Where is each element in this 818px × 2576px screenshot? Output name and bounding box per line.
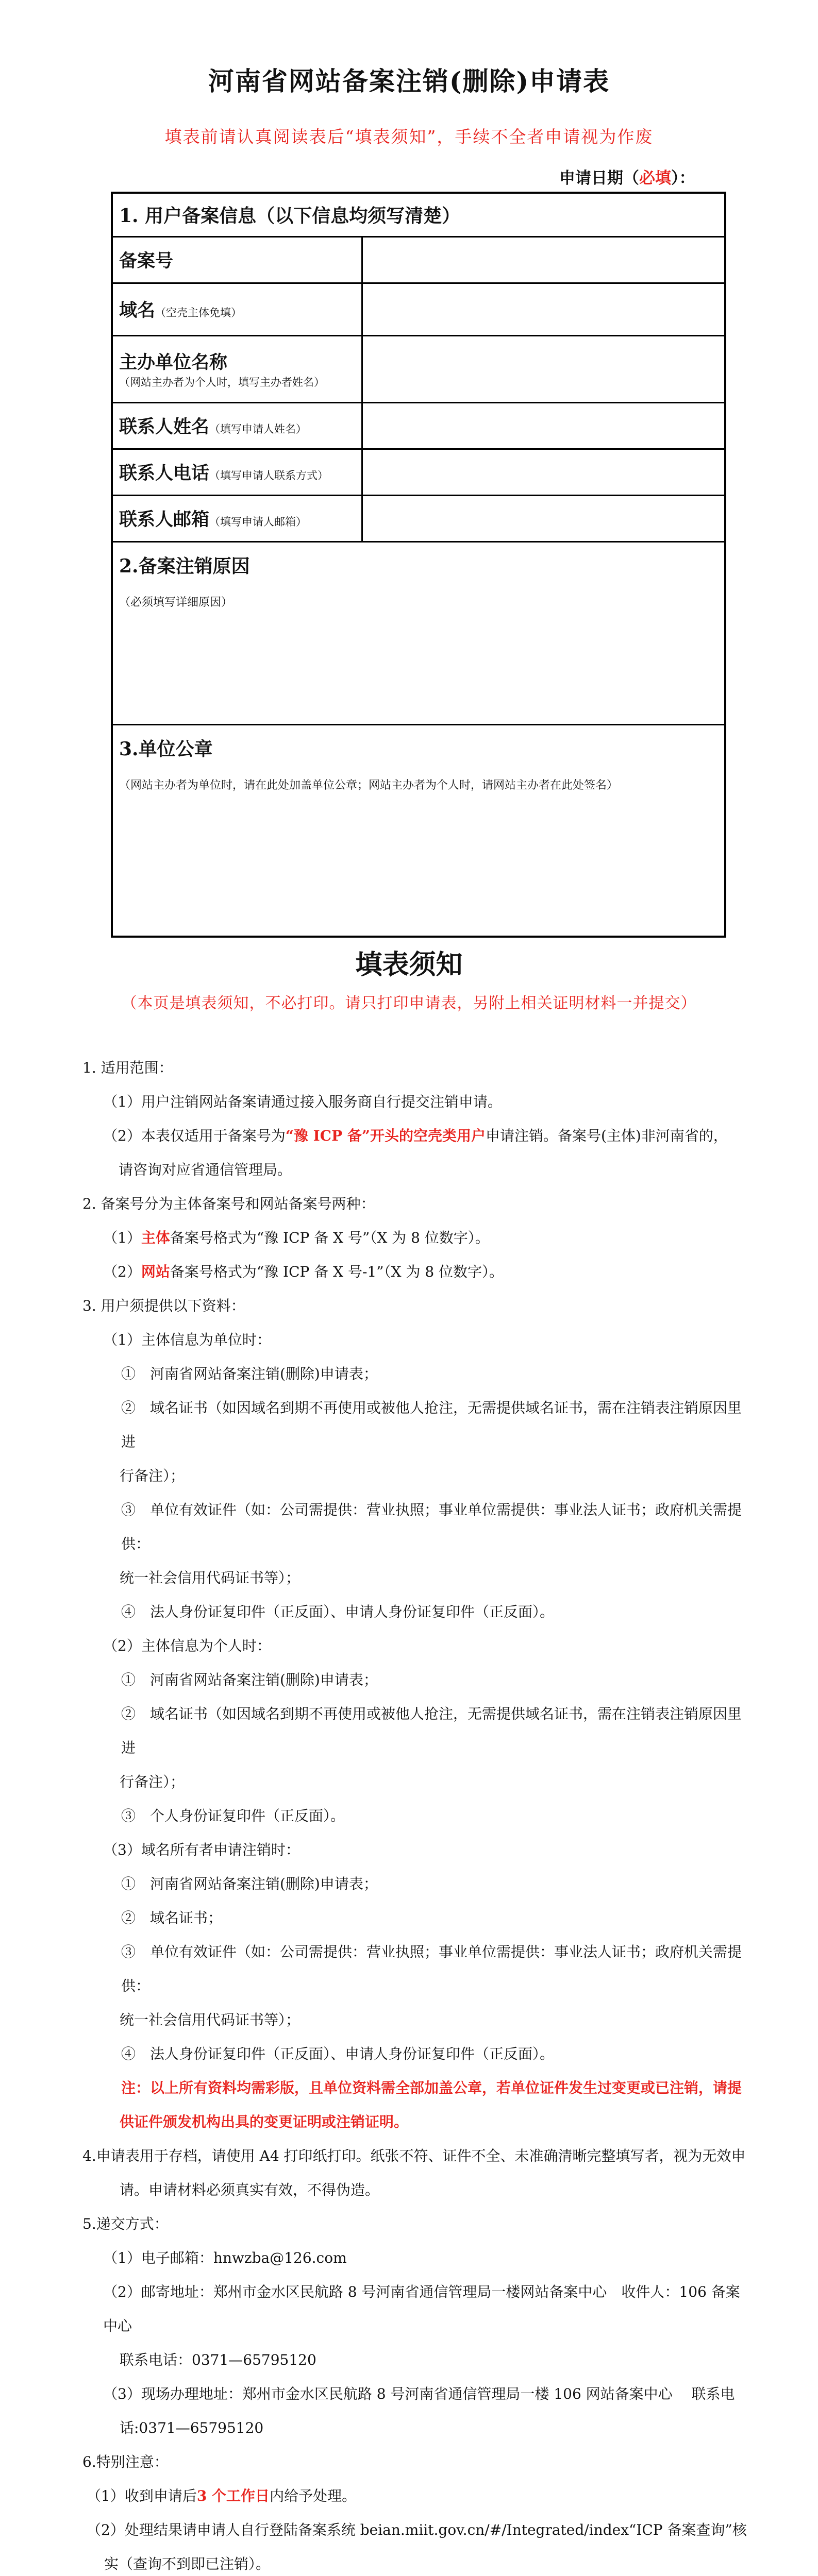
guide-subitem: ③ 个人身份证复印件（正反面）。: [121, 1807, 345, 1824]
contact-phone-input[interactable]: [362, 449, 725, 495]
guide-section-6: 6.特别注意：: [82, 2453, 169, 2470]
apply-date-label: [559, 165, 695, 188]
seal-hint: （网站主办者为单位时，请在此处加盖单位公章；网站主办者为个人时，请网站主办者在此处签名）: [119, 778, 619, 792]
guide-subtitle: （本页是填表须知，不必打印。请只打印申请表，另附上相关证明材料一并提交）: [121, 994, 697, 1012]
guide-item-cont: 话:0371—65795120: [120, 2419, 264, 2436]
highlight-text: 3 个工作日: [196, 2487, 270, 2504]
apply-date-prefix: 申请日期（: [559, 169, 639, 188]
contact-email-hint: （填写申请人邮箱）: [209, 516, 307, 528]
guide-item: （1）电子邮箱：hnwzba@126.com: [103, 2249, 347, 2266]
contact-name-label: 联系人姓名（填写申请人姓名）: [112, 402, 362, 449]
guide-section-4: 4.申请表用于存档，请使用 A4 打印纸打印。纸张不符、证件不全、未准确清晰完整填写者，视为无效申: [82, 2147, 746, 2164]
highlight-text: 主体: [141, 1229, 170, 1246]
guide-item-cont: 实（查询不到即已注销）。: [104, 2555, 271, 2572]
guide-subitem: ② 域名证书（如因域名到期不再使用或被他人抢注，无需提供域名证书，需在注销表注销原因里进: [121, 1705, 742, 1756]
record-no-input[interactable]: [362, 236, 725, 283]
domain-hint: （空壳主体免填）: [155, 307, 242, 319]
guide-item: （2）邮寄地址：郑州市金水区民航路 8 号河南省通信管理局一楼网站备案中心 收件人：106 备案中心: [103, 2283, 740, 2334]
apply-date-suffix: ）：: [671, 169, 695, 188]
guide-item: （1）收到申请后3 个工作日内给予处理。: [87, 2487, 357, 2504]
sponsor-hint: （网站主办者为个人时，填写主办者姓名）: [119, 376, 325, 388]
guide-content: [82, 1051, 753, 2576]
guide-item: （1）用户注销网站备案请通过接入服务商自行提交注销申请。: [103, 1093, 502, 1110]
guide-item: （1）主体备案号格式为“豫 ICP 备 X 号”（X 为 8 位数字）。: [103, 1229, 490, 1246]
section-seal-title: 3.单位公章: [119, 738, 213, 760]
apply-date-required: 必填: [639, 169, 671, 188]
highlight-text: “豫 ICP 备”开头的空壳类用户: [285, 1127, 486, 1144]
guide-item-cont: 请咨询对应省通信管理局。: [119, 1161, 292, 1178]
guide-subitem: ④ 法人身份证复印件（正反面）、申请人身份证复印件（正反面）。: [121, 2045, 555, 2062]
cancel-reason-hint: （必须填写详细原因）: [119, 596, 233, 609]
guide-subitem-cont: 统一社会信用代码证书等）；: [120, 2011, 301, 2028]
section-user-info-title: 1. 用户备案信息（以下信息均须写清楚）: [112, 193, 725, 236]
guide-section-3: 3. 用户须提供以下资料：: [82, 1297, 245, 1314]
guide-subitem: ① 河南省网站备案注销(删除)申请表；: [121, 1875, 378, 1892]
guide-subitem: ④ 法人身份证复印件（正反面）、申请人身份证复印件（正反面）。: [121, 1603, 555, 1620]
guide-item: （3）现场办理地址：郑州市金水区民航路 8 号河南省通信管理局一楼 106 网站备案中心 联系电: [103, 2385, 735, 2402]
guide-subitem-cont: 统一社会信用代码证书等）；: [120, 1569, 301, 1586]
contact-name-input[interactable]: [362, 402, 725, 449]
sponsor-label: 主办单位名称 （网站主办者为个人时，填写主办者姓名）: [112, 335, 362, 402]
guide-item: （2）本表仅适用于备案号为“豫 ICP 备”开头的空壳类用户申请注销。备案号(主体)非河南省的，: [103, 1127, 728, 1144]
seal-field[interactable]: [112, 724, 725, 937]
page-title: 河南省网站备案注销(删除)申请表: [208, 66, 610, 96]
guide-title: 填表须知: [355, 949, 463, 980]
highlight-text: 网站: [141, 1263, 170, 1280]
guide-subitem: ② 域名证书（如因域名到期不再使用或被他人抢注，无需提供域名证书，需在注销表注销原因里进: [121, 1399, 742, 1450]
warning-text: 填表前请认真阅读表后“填表须知”，手续不全者申请视为作废: [164, 127, 654, 147]
guide-section-4-cont: 请。申请材料必须真实有效，不得伪造。: [120, 2181, 380, 2198]
section-cancel-reason-title: 2.备案注销原因: [119, 555, 250, 577]
guide-item: （3）域名所有者申请注销时：: [103, 1841, 300, 1858]
guide-subitem: ① 河南省网站备案注销(删除)申请表；: [121, 1671, 378, 1688]
guide-item: （1）主体信息为单位时：: [103, 1331, 271, 1348]
contact-email-label: 联系人邮箱（填写申请人邮箱）: [112, 495, 362, 541]
guide-subitem-cont: 行备注）；: [120, 1773, 185, 1790]
contact-phone-label: 联系人电话（填写申请人联系方式）: [112, 449, 362, 495]
domain-label: 域名（空壳主体免填）: [112, 283, 362, 335]
guide-item-cont: 联系电话：0371—65795120: [120, 2351, 316, 2368]
guide-section-1: 1. 适用范围：: [82, 1059, 173, 1076]
guide-item: （2）网站备案号格式为“豫 ICP 备 X 号-1”（X 为 8 位数字）。: [103, 1263, 504, 1280]
cancel-reason-field[interactable]: [112, 541, 725, 724]
domain-input[interactable]: [362, 283, 725, 335]
guide-note-cont: 供证件颁发机构出具的变更证明或注销证明。: [120, 2113, 409, 2130]
guide-subitem: ③ 单位有效证件（如：公司需提供：营业执照；事业单位需提供：事业法人证书；政府机关需提供：: [121, 1943, 742, 1994]
guide-note: 注：以上所有资料均需彩版，且单位资料需全部加盖公章，若单位证件发生过变更或已注销，请提: [121, 2079, 742, 2096]
contact-name-hint: （填写申请人姓名）: [209, 423, 307, 435]
application-form: [111, 192, 726, 938]
guide-subitem: ① 河南省网站备案注销(删除)申请表；: [121, 1365, 378, 1382]
guide-subitem: ③ 单位有效证件（如：公司需提供：营业执照；事业单位需提供：事业法人证书；政府机关需提供：: [121, 1501, 742, 1552]
guide-subitem-cont: 行备注）；: [120, 1467, 185, 1484]
sponsor-input[interactable]: [362, 335, 725, 402]
guide-section-5: 5.递交方式：: [82, 2215, 169, 2232]
contact-phone-hint: （填写申请人联系方式）: [209, 469, 329, 482]
contact-email-input[interactable]: [362, 495, 725, 541]
guide-item: （2）处理结果请申请人自行登陆备案系统 beian.miit.gov.cn/#/Integrated/index“ICP 备案查询”核: [87, 2521, 747, 2538]
guide-item: （2）主体信息为个人时：: [103, 1637, 271, 1654]
guide-subitem: ② 域名证书；: [121, 1909, 223, 1926]
record-no-label: 备案号: [112, 236, 362, 283]
guide-section-2: 2. 备案号分为主体备案号和网站备案号两种：: [82, 1195, 375, 1212]
